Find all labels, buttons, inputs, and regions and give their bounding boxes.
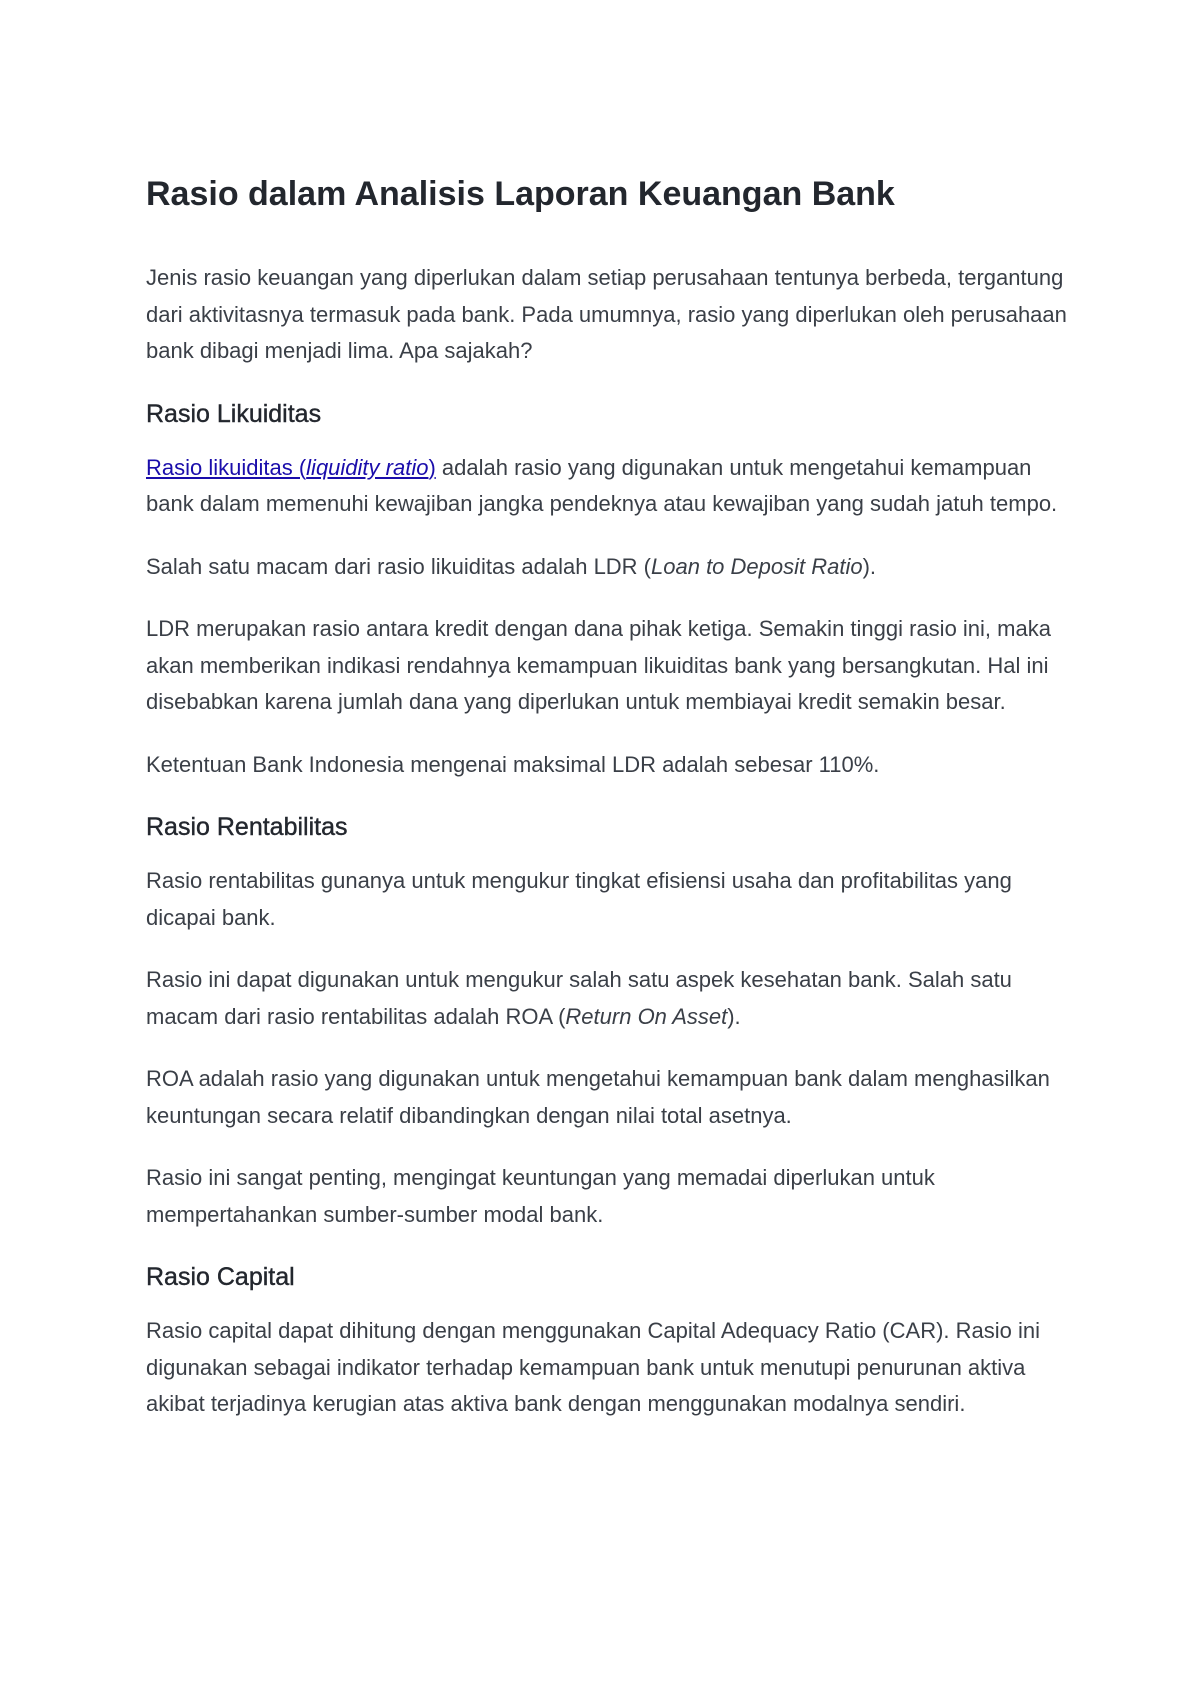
likuiditas-p2-italic: Loan to Deposit Ratio <box>651 553 863 579</box>
likuiditas-link[interactable] <box>146 455 436 480</box>
likuiditas-link-italic: liquidity ratio <box>306 454 429 480</box>
likuiditas-link-post: ) <box>428 454 436 480</box>
likuiditas-paragraph-4: Ketentuan Bank Indonesia mengenai maksimal LDR adalah sebesar 110%. <box>146 751 880 777</box>
likuiditas-p1-rest: adalah rasio yang digunakan untuk mengetahui kemampuan bank dalam memenuhi kewajiban jangka pendeknya atau kewajiban yang sudah jatuh tempo. <box>146 454 1058 516</box>
likuiditas-link-pre: Rasio likuiditas ( <box>146 454 307 480</box>
capital-paragraph-1: Rasio capital dapat dihitung dengan menggunakan Capital Adequacy Ratio (CAR). Rasio ini digunakan sebagai indikator terhadap kemampuan bank untuk menutupi penurunan aktiva akibat terjadinya kerugian atas aktiva bank dengan menggunakan modalnya sendiri. <box>146 1318 1040 1416</box>
heading-likuiditas: Rasio Likuiditas <box>146 399 322 428</box>
heading-rentabilitas: Rasio Rentabilitas <box>146 813 348 841</box>
likuiditas-p2-post: ). <box>862 553 877 579</box>
likuiditas-paragraph-3: LDR merupakan rasio antara kredit dengan dana pihak ketiga. Semakin tinggi rasio ini, maka akan memberikan indikasi rendahnya kemampuan likuiditas bank yang bersangkutan. Hal ini disebabkan karena jumlah dana yang diperlukan untuk membiayai kredit semakin besar. <box>146 616 1051 714</box>
rentabilitas-p2-post: ). <box>727 1003 741 1029</box>
page-title: Rasio dalam Analisis Laporan Keuangan Bank <box>146 175 895 213</box>
rentabilitas-paragraph-2 <box>146 962 1076 1035</box>
heading-capital: Rasio Capital <box>146 1263 295 1291</box>
intro-paragraph: Jenis rasio keuangan yang diperlukan dalam setiap perusahaan tentunya berbeda, tergantung dari aktivitasnya termasuk pada bank. Pada umumnya, rasio yang diperlukan oleh perusahaan bank dibagi menjadi lima. Apa sajakah? <box>146 265 1067 363</box>
document-page <box>146 170 1076 1449</box>
likuiditas-paragraph-2 <box>146 549 1076 586</box>
likuiditas-p2-pre: Salah satu macam dari rasio likuiditas adalah LDR ( <box>146 553 652 579</box>
rentabilitas-p2-pre: Rasio ini dapat digunakan untuk mengukur salah satu aspek kesehatan bank. Salah satu macam dari rasio rentabilitas adalah ROA ( <box>146 967 1012 1029</box>
likuiditas-paragraph-1 <box>146 450 1076 523</box>
rentabilitas-paragraph-3: ROA adalah rasio yang digunakan untuk mengetahui kemampuan bank dalam menghasilkan keuntungan secara relatif dibandingkan dengan nilai total asetnya. <box>146 1066 1050 1128</box>
rentabilitas-paragraph-1: Rasio rentabilitas gunanya untuk mengukur tingkat efisiensi usaha dan profitabilitas yang dicapai bank. <box>146 868 1012 930</box>
rentabilitas-p2-italic: Return On Asset <box>565 1003 728 1029</box>
rentabilitas-paragraph-4: Rasio ini sangat penting, mengingat keuntungan yang memadai diperlukan untuk mempertahankan sumber-sumber modal bank. <box>146 1165 935 1227</box>
